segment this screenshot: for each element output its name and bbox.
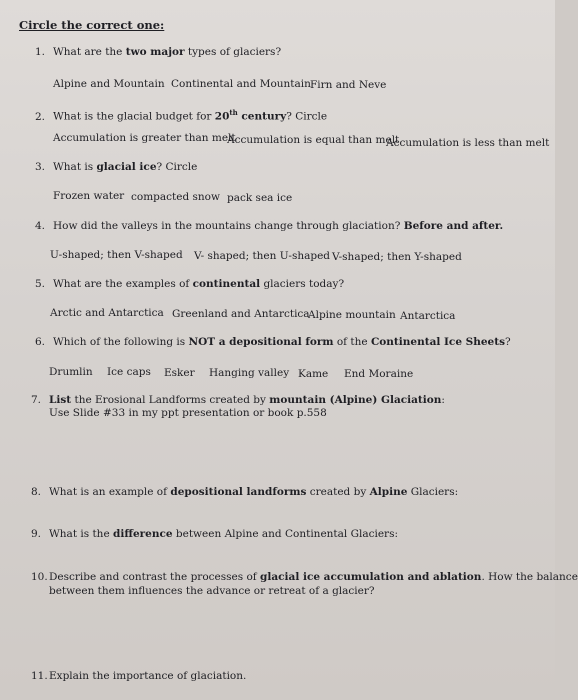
question-5: 5. What are the examples of continental glaciers today? — [35, 278, 345, 290]
q5-option-b[interactable]: Greenland and Antarctica — [172, 308, 310, 320]
q4-option-a[interactable]: U-shaped; then V-shaped — [50, 249, 183, 261]
q7-note: Use Slide #33 in my ppt presentation or book p.558 — [49, 407, 327, 419]
q5-option-d[interactable]: Antarctica — [400, 310, 456, 322]
worksheet-heading: Circle the correct one: — [19, 18, 165, 32]
q6-option-b[interactable]: Ice caps — [107, 366, 151, 378]
question-6: 6. Which of the following is NOT a depositional form of the Continental Ice Sheets? — [35, 336, 511, 348]
q3-option-b[interactable]: compacted snow — [131, 191, 220, 203]
q5-option-a[interactable]: Arctic and Antarctica — [50, 307, 164, 319]
q2-option-c[interactable]: Accumulation is less than melt — [386, 137, 550, 149]
q4-option-b[interactable]: V- shaped; then U-shaped — [194, 250, 331, 262]
q3-option-a[interactable]: Frozen water — [53, 190, 125, 202]
q4-option-c[interactable]: V-shaped; then Y-shaped — [332, 251, 462, 263]
q1-option-a[interactable]: Alpine and Mountain — [53, 78, 165, 90]
q1-option-b[interactable]: Continental and Mountain — [171, 78, 311, 90]
question-3: 3. What is glacial ice? Circle — [35, 161, 198, 173]
question-8: 8. What is an example of depositional landforms created by Alpine Glaciers: — [31, 486, 459, 498]
question-1: 1. What are the two major types of glaciers? — [35, 46, 282, 58]
q3-option-c[interactable]: pack sea ice — [227, 192, 293, 204]
q2-option-b[interactable]: Accumulation is equal than melt — [227, 134, 400, 146]
q10-line2: between them influences the advance or retreat of a glacier? — [49, 585, 375, 597]
question-2: 2. What is the glacial budget for 20th century? Circle — [35, 108, 328, 123]
q5-option-c[interactable]: Alpine mountain — [308, 309, 396, 321]
question-10: 10.Describe and contrast the processes of glacial ice accumulation and ablation. How the balance — [31, 571, 578, 583]
q6-option-a[interactable]: Drumlin — [49, 366, 93, 378]
q1-option-c[interactable]: Firn and Neve — [310, 79, 387, 91]
q6-option-e[interactable]: Kame — [298, 368, 329, 380]
question-11: 11.Explain the importance of glaciation. — [31, 670, 247, 682]
question-4: 4. How did the valleys in the mountains change through glaciation? Before and after. — [35, 220, 504, 232]
q2-option-a[interactable]: Accumulation is greater than melt — [53, 132, 236, 144]
q6-option-f[interactable]: End Moraine — [344, 368, 414, 380]
question-9: 9. What is the difference between Alpine and Continental Glaciers: — [31, 528, 398, 540]
q6-option-c[interactable]: Esker — [164, 367, 195, 379]
question-7: 7. List the Erosional Landforms created by mountain (Alpine) Glaciation: — [31, 394, 445, 406]
q6-option-d[interactable]: Hanging valley — [209, 367, 290, 379]
